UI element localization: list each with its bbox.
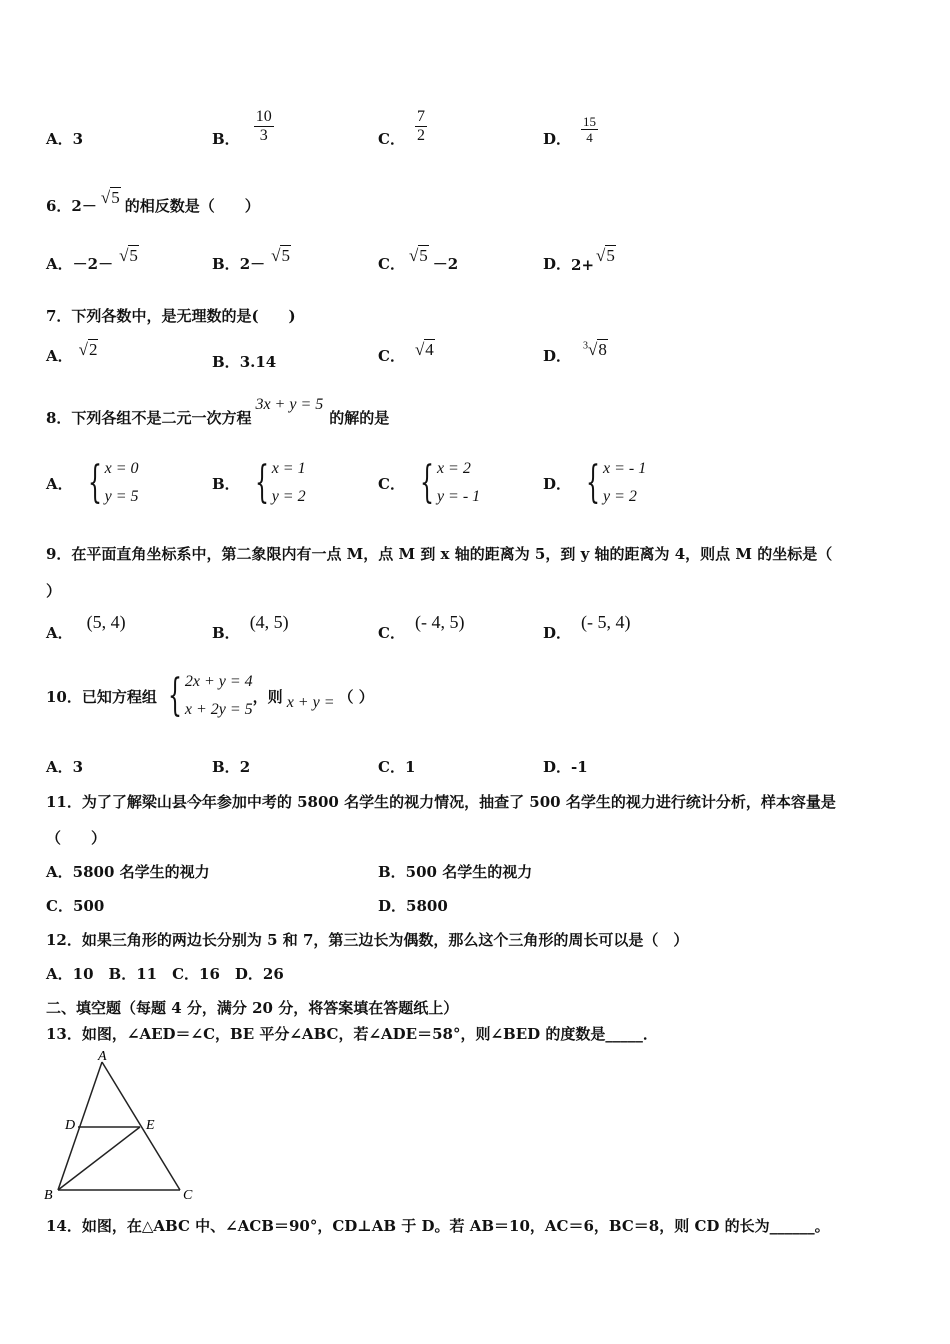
q11-option-a: A．5800 名学生的视力: [46, 863, 210, 881]
q7-stem: 7．下列各数中，是无理数的是( ): [46, 307, 296, 325]
q10-option-d: D．-1: [543, 758, 588, 776]
label-b: B: [44, 1188, 53, 1203]
segment-ac: [102, 1062, 180, 1190]
q14-stem: 14．如图，在△ABC 中、∠ACB＝90°，CD⊥AB 于 D。若 AB＝10，AC＝6，BC＝8，则 CD 的长为______。: [46, 1217, 830, 1235]
q13-stem: 13．如图，∠AED＝∠C，BE 平分∠ABC，若∠ADE＝58°，则∠BED 的度数是_____．: [46, 1025, 658, 1043]
q7-option-c: C． √4: [378, 340, 434, 365]
q6-option-d: D． 2+ √5: [543, 246, 615, 274]
q8-option-d: D． { x = - 1 y = 2: [543, 457, 647, 508]
q5-option-b: B． $\frac{10}{3}$: [212, 108, 272, 148]
label-c: C: [183, 1188, 193, 1203]
q6-option-b: B． 2－ √5: [212, 246, 290, 273]
q5-option-a: A．3: [46, 130, 84, 148]
q11-stem-end: （ ）: [46, 829, 107, 847]
q6-option-c: C． √5 －2: [378, 246, 459, 273]
q10-option-b: B．2: [212, 758, 251, 776]
q6-stem: 6．2－ √5 的相反数是（ ）: [46, 188, 260, 215]
q10-option-c: C．1: [378, 758, 416, 776]
q9-stem-end: ）: [46, 582, 62, 600]
q8-option-a: A． { x = 0 y = 5: [46, 457, 139, 508]
q8-option-b: B． { x = 1 y = 2: [212, 457, 306, 508]
q9-option-d: D． (- 5, 4): [543, 612, 631, 642]
q10-stem: 10．已知方程组 { 2x + y = 4 x + 2y = 5 ，则 x + y = （ ）: [46, 670, 374, 721]
q7-option-a: A． √2: [46, 340, 98, 365]
segment-be: [58, 1127, 140, 1190]
q6-option-a: A． －2－ √5: [46, 246, 138, 273]
q5-option-c: C． $\frac{7}{2}$: [378, 108, 425, 148]
q11-option-b: B．500 名学生的视力: [378, 863, 533, 881]
q12-options: A．10 B．11 C．16 D．26: [46, 965, 284, 983]
q8-stem: 8．下列各组不是二元一次方程 3x + y = 5 的解的是: [46, 396, 390, 427]
q10-option-a: A．3: [46, 758, 84, 776]
q7-option-b: B．3.14: [212, 353, 277, 371]
label-a: A: [98, 1049, 107, 1064]
label-d: D: [65, 1118, 76, 1133]
q9-option-a: A． (5, 4): [46, 612, 126, 642]
q9-stem: 9．在平面直角坐标系中，第二象限内有一点 M，点 M 到 x 轴的距离为 5，到 y 轴的距离为 4，则点 M 的坐标是（: [46, 545, 833, 563]
q11-option-c: C．500: [46, 897, 105, 915]
q9-option-b: B． (4, 5): [212, 612, 289, 642]
q8-option-c: C． { x = 2 y = - 1: [378, 457, 481, 508]
label-e: E: [146, 1118, 155, 1133]
q12-stem: 12．如果三角形的两边长分别为 5 和 7，第三边长为偶数，那么这个三角形的周长可以是（ ）: [46, 931, 689, 949]
q11-option-d: D．5800: [378, 897, 448, 915]
section-title: 二、填空题（每题 4 分，满分 20 分，将答案填在答题纸上）: [46, 999, 459, 1017]
q5-option-d: D． $\frac{15}{4}$: [543, 114, 597, 148]
q9-option-c: C． (- 4, 5): [378, 612, 465, 642]
q11-stem: 11．为了了解梁山县今年参加中考的 5800 名学生的视力情况，抽查了 500 名学生的视力进行统计分析，样本容量是: [46, 793, 836, 811]
q7-option-d: D． $^3$√8: [543, 340, 607, 365]
q13-triangle-figure: [40, 1048, 210, 1206]
